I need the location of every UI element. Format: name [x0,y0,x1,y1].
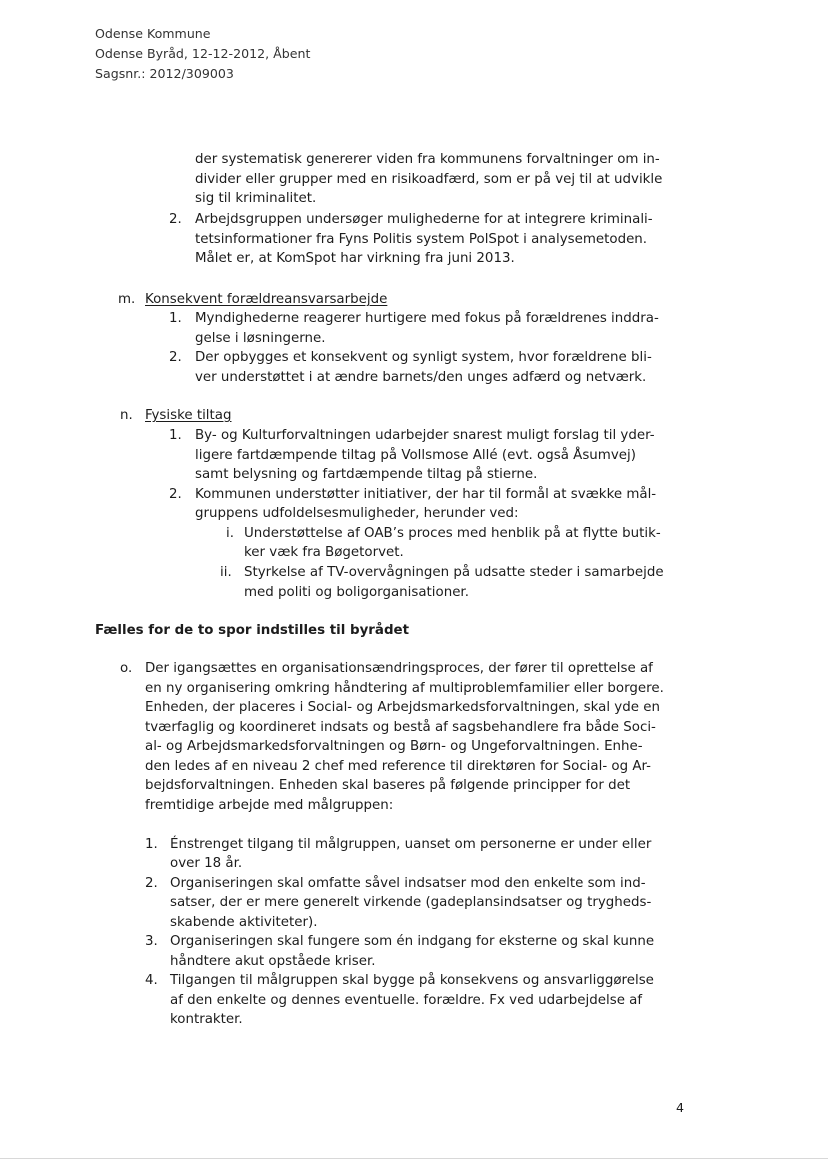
list-item-line: over 18 år. [170,856,243,871]
list-item-line: satser, der er mere generelt virkende (gadeplansindsatser og trygheds- [170,895,652,910]
list-item-line: Tilgangen til målgruppen skal bygge på konsekvens og ansvarliggørelse [170,973,654,988]
list-item-line: ligere fartdæmpende tiltag på Vollsmose Allé (evt. også Åsumvej) [195,448,636,463]
list-number: 3. [145,934,158,949]
sublist-item-line: Understøttelse af OAB’s proces med henblik på at flytte butik- [244,526,661,541]
sublist-number: i. [226,526,234,541]
paragraph-line: den ledes af en niveau 2 chef med reference til direktøren for Social- og Ar- [145,759,652,774]
list-item-line: gruppens udfoldelsesmuligheder, herunder ved: [195,506,519,521]
paragraph-line: Enheden, der placeres i Social- og Arbejdsmarkedsforvaltningen, skal yde en [145,700,660,715]
list-number: 2. [169,487,182,502]
sublist-item-line: med politi og boligorganisationer. [244,585,469,600]
list-number: 1. [169,311,182,326]
list-number: 2. [145,876,158,891]
list-item-line: Der opbygges et konsekvent og synligt system, hvor forældrene bli- [195,350,652,365]
header-meeting: Odense Byråd, 12-12-2012, Åbent [95,46,311,61]
sublist-number: ii. [220,565,232,580]
list-number: 4. [145,973,158,988]
list-item-line: Organiseringen skal fungere som én indgang for eksterne og skal kunne [170,934,655,949]
paragraph-line: der systematisk genererer viden fra kommunens forvaltninger om in- [195,152,660,167]
page-number: 4 [676,1100,685,1115]
paragraph-line: fremtidige arbejde med målgruppen: [145,798,394,813]
list-number: 2. [169,212,182,227]
paragraph-line: tværfaglig og koordineret indsats og bestå af sagsbehandlere fra både Soci- [145,720,656,735]
section-title: Fysiske tiltag [145,408,232,423]
list-item-line: Myndighederne reagerer hurtigere med fokus på forældrenes inddra- [195,311,659,326]
section-letter: o. [120,661,133,676]
list-item-line: samt belysning og fartdæmpende tiltag på stierne. [195,467,538,482]
section-heading: Fælles for de to spor indstilles til byrådet [95,623,410,638]
paragraph-line: sig til kriminalitet. [195,191,317,206]
page-bottom-edge [0,1158,828,1159]
list-item-line: tetsinformationer fra Fyns Politis system PolSpot i analysemetoden. [195,232,648,247]
list-item-line: By- og Kulturforvaltningen udarbejder snarest muligt forslag til yder- [195,428,655,443]
list-item-line: Énstrenget tilgang til målgruppen, uanset om personerne er under eller [170,837,652,852]
paragraph-line: Der igangsættes en organisationsændringsproces, der fører til oprettelse af [145,661,653,676]
header-case-number: Sagsnr.: 2012/309003 [95,66,234,81]
section-title: Konsekvent forældreansvarsarbejde [145,292,388,307]
paragraph-line: bejdsforvaltningen. Enheden skal baseres på følgende principper for det [145,778,631,793]
list-item-line: Målet er, at KomSpot har virkning fra juni 2013. [195,251,515,266]
list-item-line: Arbejdsgruppen undersøger mulighederne for at integrere kriminali- [195,212,653,227]
paragraph-line: en ny organisering omkring håndtering af multiproblemfamilier eller borgere. [145,681,664,696]
section-letter: m. [118,292,136,307]
list-number: 1. [169,428,182,443]
paragraph-line: al- og Arbejdsmarkedsforvaltningen og Børn- og Ungeforvaltningen. Enhe- [145,739,643,754]
list-number: 2. [169,350,182,365]
list-item-line: af den enkelte og dennes eventuelle. forældre. Fx ved udarbejdelse af [170,993,643,1008]
list-item-line: skabende aktiviteter). [170,915,318,930]
list-item-line: håndtere akut opståede kriser. [170,954,376,969]
header-organization: Odense Kommune [95,26,211,41]
sublist-item-line: Styrkelse af TV-overvågningen på udsatte steder i samarbejde [244,565,664,580]
list-item-line: Organiseringen skal omfatte såvel indsatser mod den enkelte som ind- [170,876,646,891]
list-item-line: ver understøttet i at ændre barnets/den unges adfærd og netværk. [195,370,647,385]
list-item-line: kontrakter. [170,1012,243,1027]
list-item-line: gelse i løsningerne. [195,331,326,346]
list-item-line: Kommunen understøtter initiativer, der har til formål at svække mål- [195,487,657,502]
section-letter: n. [120,408,133,423]
list-number: 1. [145,837,158,852]
sublist-item-line: ker væk fra Bøgetorvet. [244,545,404,560]
paragraph-line: divider eller grupper med en risikoadfærd, som er på vej til at udvikle [195,172,663,187]
